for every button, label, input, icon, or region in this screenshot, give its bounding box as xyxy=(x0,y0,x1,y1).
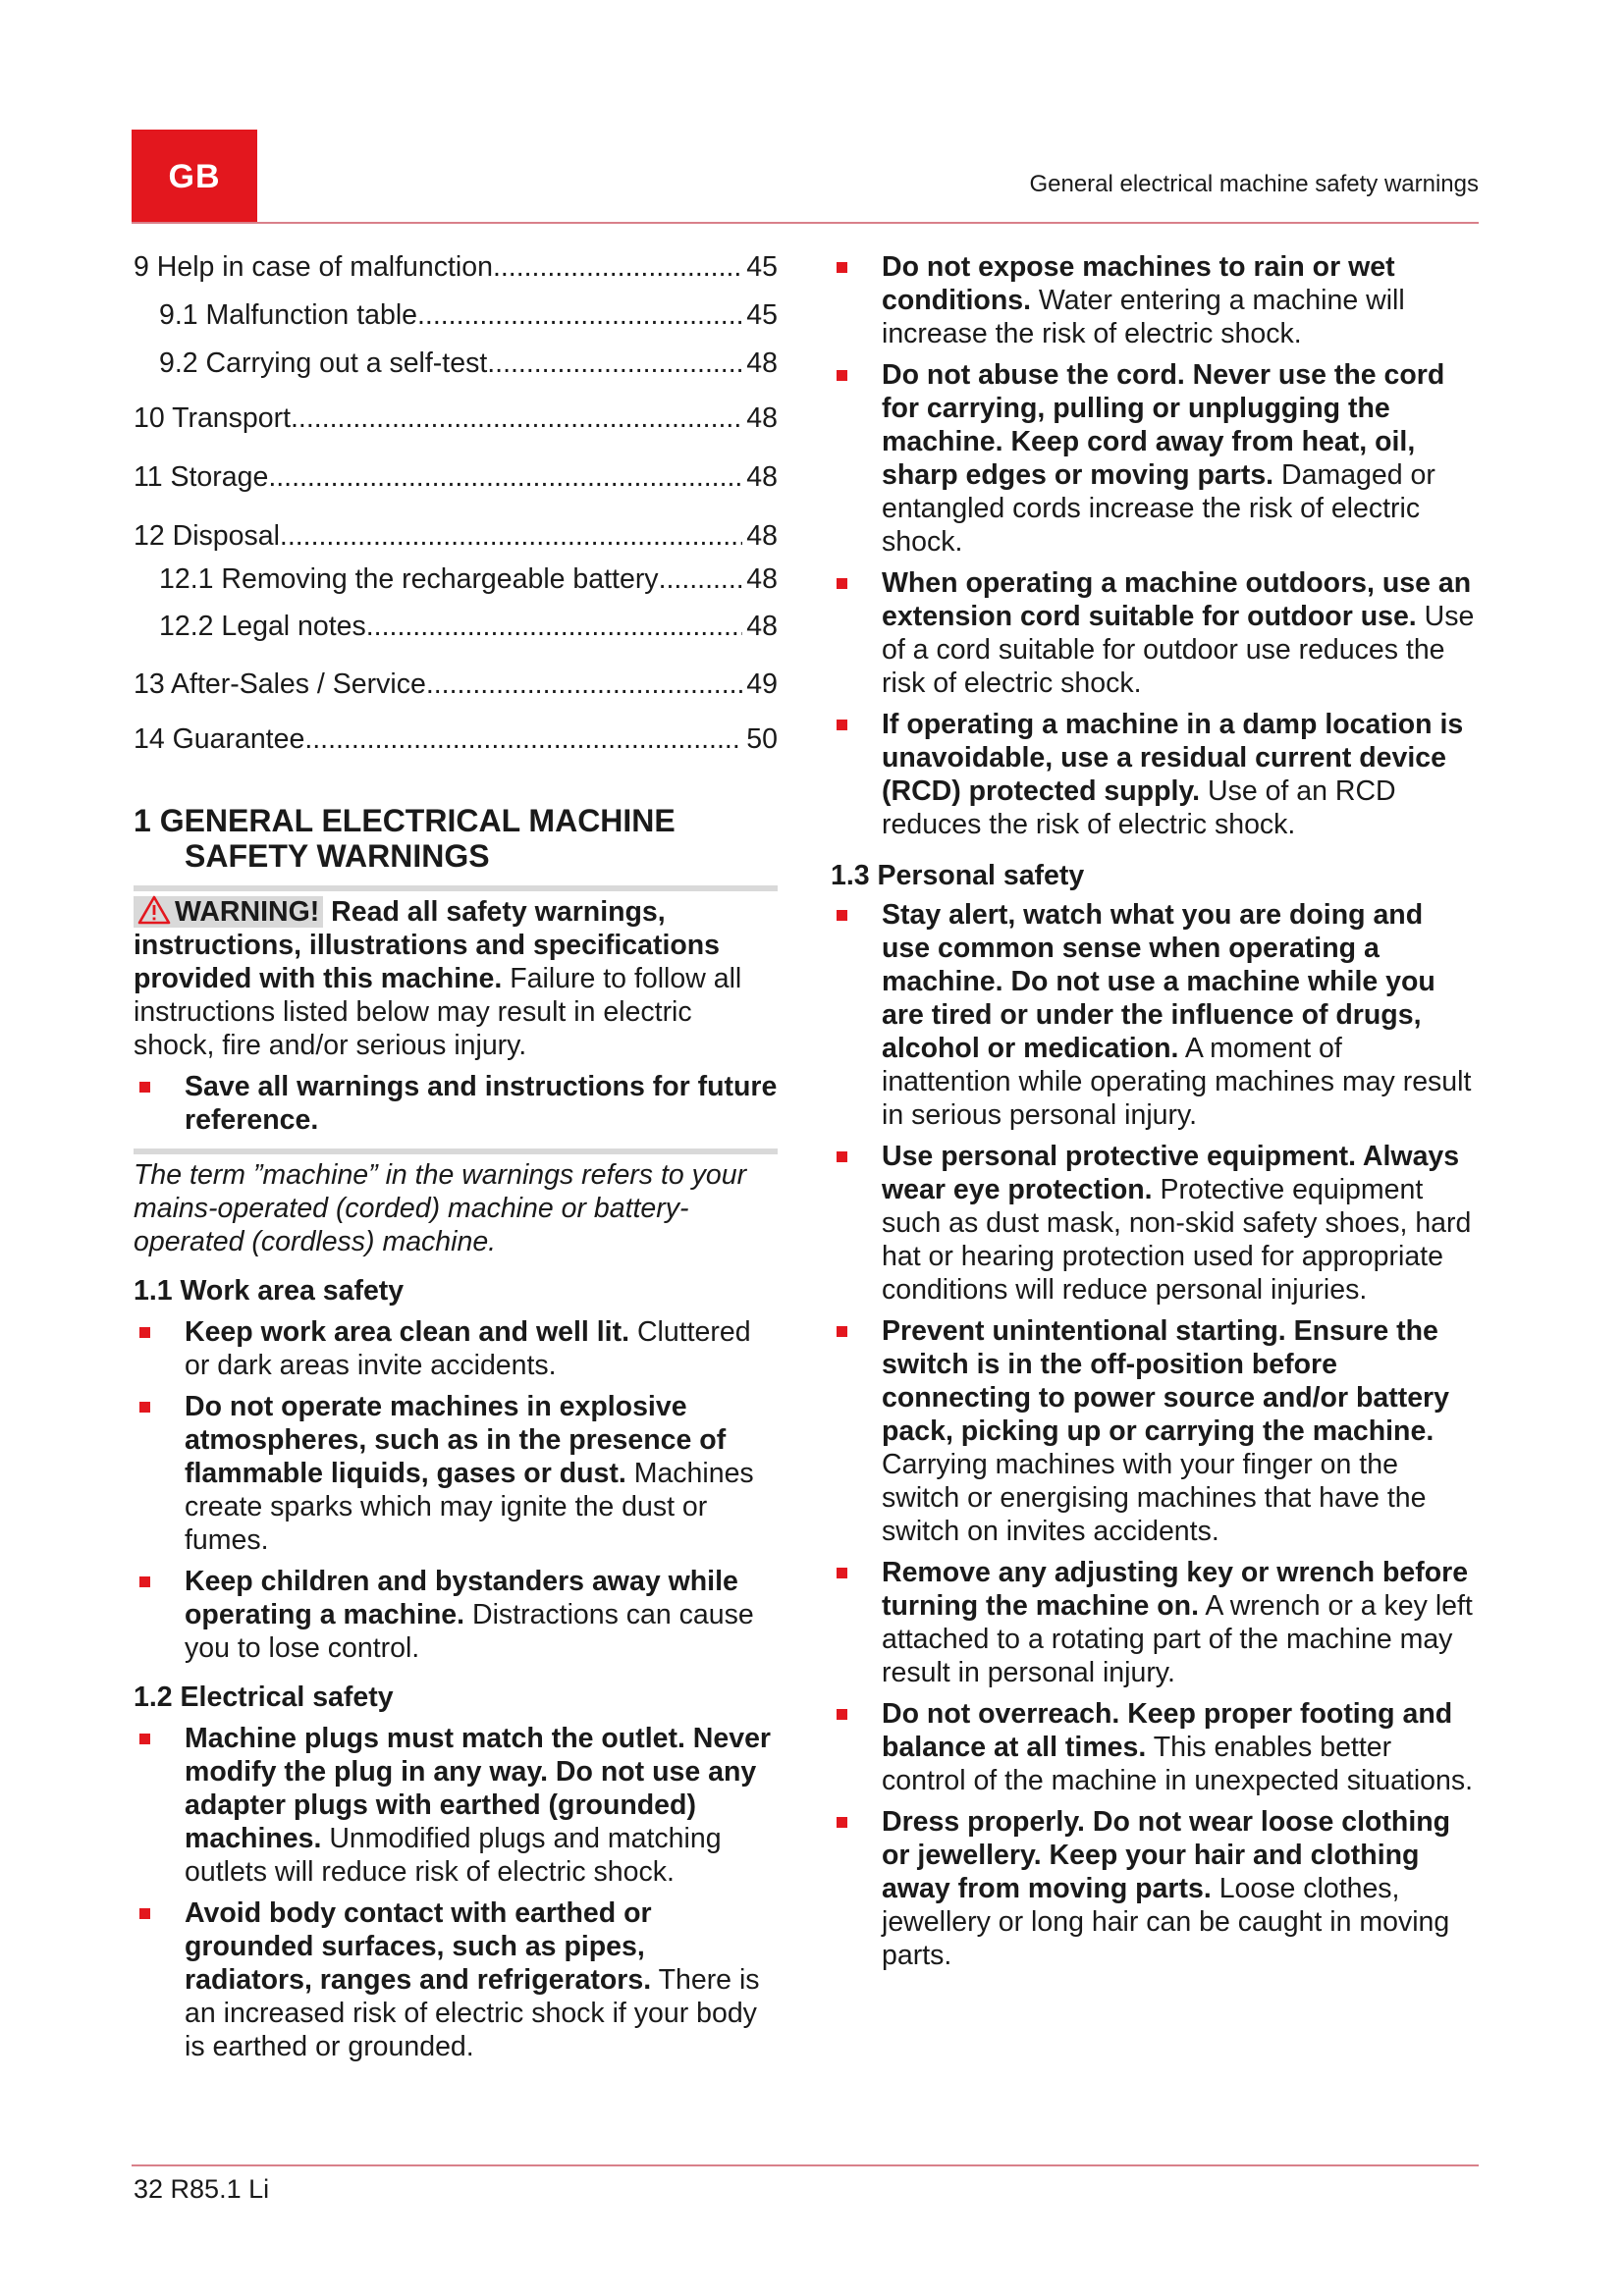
bullet-square-icon xyxy=(837,910,847,921)
toc-page: 49 xyxy=(746,668,778,700)
bullet-square-icon xyxy=(837,1709,847,1720)
bullet-square-icon xyxy=(139,1908,150,1919)
item-text: Carrying machines with your finger on the switch or energising machines that have the switch on invites accidents. xyxy=(882,1449,1427,1547)
work-area-list xyxy=(134,1315,778,1665)
footer-rule xyxy=(132,2164,1479,2166)
page-footer: 32 R85.1 Li xyxy=(134,2174,270,2204)
bullet-square-icon xyxy=(139,1576,150,1587)
bullet-square-icon xyxy=(837,1568,847,1578)
item-bold-text: Do not expose machines to rain or wet conditions. xyxy=(882,251,1395,316)
toc-page: 48 xyxy=(746,563,778,595)
bullet-square-icon xyxy=(837,1817,847,1828)
toc-page: 48 xyxy=(746,347,778,379)
list-item xyxy=(134,1896,778,2063)
item-bold-text: Do not abuse the cord. Never use the cord for carrying, pulling or unplugging the machine. Keep cord away from heat, oil, sharp edges or moving parts. xyxy=(882,359,1445,491)
toc-label: 12 Disposal xyxy=(134,520,280,552)
toc-leader xyxy=(268,460,742,494)
item-text: A wrench or a key left attached to a rotating part of the machine may result in personal injury. xyxy=(882,1590,1473,1688)
toc-label: 12.1 Removing the rechargeable battery xyxy=(159,563,659,595)
personal-list xyxy=(831,898,1479,1972)
bullet-square-icon xyxy=(837,370,847,381)
item-text: Machines create sparks which may ignite the dust or fumes. xyxy=(185,1458,754,1556)
subsection-heading: 1.3 Personal safety xyxy=(831,860,1085,891)
toc-entry[interactable] xyxy=(134,722,778,756)
item-text: This enables better control of the machine in unexpected situations. xyxy=(882,1732,1474,1796)
toc-leader xyxy=(493,250,742,284)
left-column xyxy=(134,250,778,2063)
list-item xyxy=(831,708,1479,841)
toc-entry[interactable] xyxy=(134,250,778,284)
item-bold-text: When operating a machine outdoors, use an extension cord suitable for outdoor use. xyxy=(882,567,1472,632)
language-tab: GB xyxy=(132,130,257,224)
bullet-square-icon xyxy=(139,1327,150,1338)
toc-entry[interactable] xyxy=(134,610,778,643)
toc-leader xyxy=(304,722,742,756)
item-bold-text: Machine plugs must match the outlet. Never modify the plug in any way. Do not use any adapter plugs with earthed (grounded) machines. xyxy=(185,1723,772,1854)
toc-page: 48 xyxy=(746,520,778,552)
toc-entry[interactable] xyxy=(134,562,778,596)
toc-label: 12.2 Legal notes xyxy=(159,611,366,642)
item-text: Water entering a machine will increase the risk of electric shock. xyxy=(882,285,1405,349)
toc-label: 10 Transport xyxy=(134,402,292,434)
subsection-heading: 1.1 Work area safety xyxy=(134,1275,405,1307)
warning-label: WARNING! xyxy=(175,896,320,928)
list-item xyxy=(134,1315,778,1382)
section-heading: 1 GENERAL ELECTRICAL MACHINE SAFETY WARNINGS xyxy=(134,803,676,874)
toc-leader xyxy=(280,519,742,553)
bullet-square-icon xyxy=(837,1326,847,1337)
list-item xyxy=(831,1556,1479,1689)
list-item xyxy=(134,1390,778,1557)
toc-leader xyxy=(659,562,743,596)
toc-leader xyxy=(417,298,742,332)
list-item xyxy=(831,1314,1479,1548)
item-bold-text: Use personal protective equipment. Always wear eye protection. xyxy=(882,1141,1460,1205)
warning-triangle-icon xyxy=(137,895,171,925)
toc-page: 48 xyxy=(746,461,778,493)
item-bold-text: Remove any adjusting key or wrench before turning the machine on. xyxy=(882,1557,1469,1622)
item-text: Unmodified plugs and matching outlets will reduce risk of electric shock. xyxy=(185,1823,722,1888)
toc-page: 48 xyxy=(746,611,778,642)
warning-rule xyxy=(134,885,778,891)
electrical-list-right xyxy=(831,250,1479,841)
bullet-square-icon xyxy=(139,1082,150,1093)
term-note: The term ”machine” in the warnings refers to your mains-operated (corded) machine or battery-operated (cordless) machine. xyxy=(134,1159,747,1257)
bullet-square-icon xyxy=(837,1151,847,1162)
bullet-square-icon xyxy=(139,1734,150,1744)
toc-entry[interactable] xyxy=(134,519,778,553)
item-text: A moment of inattention while operating machines may result in serious personal injury. xyxy=(882,1033,1472,1131)
table-of-contents xyxy=(134,250,778,756)
item-text: Use of an RCD reduces the risk of electric shock. xyxy=(882,775,1396,840)
list-item xyxy=(134,1722,778,1889)
header-rule xyxy=(132,222,1479,224)
toc-page: 45 xyxy=(746,299,778,331)
list-item xyxy=(831,1697,1479,1797)
electrical-list-left xyxy=(134,1722,778,2063)
item-bold-text: Keep work area clean and well lit. xyxy=(185,1316,630,1348)
list-item xyxy=(831,358,1479,559)
list-item xyxy=(831,1805,1479,1972)
item-bold-text: Prevent unintentional starting. Ensure the switch is in the off-position before connecting to power source and/or battery pack, picking up or carrying the machine. xyxy=(882,1315,1450,1447)
note-rule xyxy=(134,1148,778,1154)
warning-text: Failure to follow all instructions listed below may result in electric shock, fire and/or serious injury. xyxy=(134,963,742,1061)
item-bold-text: Do not operate machines in explosive atmospheres, such as in the presence of flammable liquids, gases or dust. xyxy=(185,1391,727,1489)
item-text: Use of a cord suitable for outdoor use reduces the risk of electric shock. xyxy=(882,601,1475,699)
toc-entry[interactable] xyxy=(134,347,778,380)
bullet-square-icon xyxy=(837,578,847,589)
toc-label: 14 Guarantee xyxy=(134,723,305,755)
warning-block xyxy=(134,895,778,1062)
save-list xyxy=(134,1070,778,1137)
list-item xyxy=(831,1140,1479,1307)
toc-leader xyxy=(487,347,742,380)
toc-page: 48 xyxy=(746,402,778,434)
warning-bold-text: Read all safety warnings, instructions, illustrations and specifications provided with this machine. xyxy=(134,896,721,994)
item-bold-text: Dress properly. Do not wear loose clothing or jewellery. Keep your hair and clothing away from moving parts. xyxy=(882,1806,1451,1904)
item-bold-text: Do not overreach. Keep proper footing and balance at all times. xyxy=(882,1698,1453,1763)
toc-page: 50 xyxy=(746,723,778,755)
item-bold-text: Keep children and bystanders away while operating a machine. xyxy=(185,1566,738,1630)
toc-entry[interactable] xyxy=(134,298,778,332)
toc-entry[interactable] xyxy=(134,667,778,701)
item-bold-text: Stay alert, watch what you are doing and use common sense when operating a machine. Do not use a machine while you are tired or under the influence of drugs, alcohol or medication. xyxy=(882,899,1435,1064)
bullet-square-icon xyxy=(837,262,847,273)
bullet-square-icon xyxy=(837,720,847,730)
toc-leader xyxy=(291,401,742,435)
item-text: Protective equipment such as dust mask, non-skid safety shoes, hard hat or hearing protection used for appropriate conditions will reduce personal injuries. xyxy=(882,1174,1472,1306)
item-bold-text: Save all warnings and instructions for future reference. xyxy=(185,1071,778,1136)
toc-page: 45 xyxy=(746,251,778,283)
list-item xyxy=(831,250,1479,350)
toc-label: 9.1 Malfunction table xyxy=(159,299,417,331)
item-text: Loose clothes, jewellery or long hair can be caught in moving parts. xyxy=(882,1873,1450,1971)
right-column xyxy=(831,250,1479,1972)
item-bold-text: Avoid body contact with earthed or grounded surfaces, such as pipes, radiators, ranges and refrigerators. xyxy=(185,1897,652,1996)
list-item xyxy=(134,1070,778,1137)
item-text: Cluttered or dark areas invite accidents. xyxy=(185,1316,751,1381)
bullet-square-icon xyxy=(139,1402,150,1413)
toc-label: 9.2 Carrying out a self-test xyxy=(159,347,488,379)
item-bold-text: If operating a machine in a damp location is unavoidable, use a residual current device (RCD) protected supply. xyxy=(882,709,1464,807)
toc-leader xyxy=(366,610,743,643)
item-text: There is an increased risk of electric shock if your body is earthed or grounded. xyxy=(185,1964,760,2062)
subsection-heading: 1.2 Electrical safety xyxy=(134,1682,394,1713)
item-text: Distractions can cause you to lose control. xyxy=(185,1599,754,1664)
toc-label: 13 After-Sales / Service xyxy=(134,668,426,700)
item-text: Damaged or entangled cords increase the risk of electric shock. xyxy=(882,459,1435,558)
page-header-title: General electrical machine safety warnings xyxy=(1029,171,1479,197)
list-item xyxy=(831,898,1479,1132)
list-item xyxy=(134,1565,778,1665)
list-item xyxy=(831,566,1479,700)
toc-entry[interactable] xyxy=(134,460,778,494)
toc-label: 9 Help in case of malfunction xyxy=(134,251,493,283)
toc-leader xyxy=(426,667,742,701)
toc-label: 11 Storage xyxy=(134,461,269,493)
toc-entry[interactable] xyxy=(134,401,778,435)
